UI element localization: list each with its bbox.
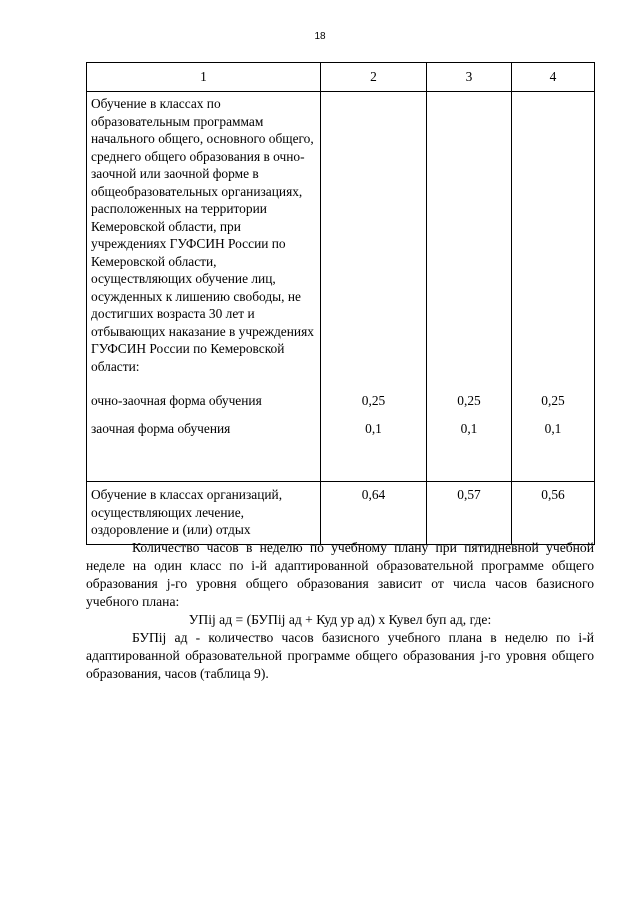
table-row	[87, 92, 595, 482]
table-header-row	[87, 63, 595, 92]
value-correspondence: 0,1	[544, 421, 562, 436]
sub-row-label-part-time: очно-заочная форма обучения	[91, 393, 262, 408]
body-paragraph: Количество часов в неделю по учебному плану при пятидневной учебной неделе на один класс по i-й адаптированной образовательной программе общего образования j-го уровня общего образования зависит от числа часов базисного учебного плана:	[86, 540, 594, 609]
value-cell: 0,56	[512, 482, 595, 545]
value-part-time: 0,25	[457, 393, 481, 408]
value-cell	[427, 92, 512, 482]
row-label-cell: Обучение в классах организаций, осуществляющих лечение, оздоровление и (или) отдых	[87, 482, 321, 545]
value-correspondence: 0,1	[365, 421, 382, 436]
value-cell: 0,57	[427, 482, 512, 545]
row-label-cell	[87, 92, 321, 482]
row-description: Обучение в классах по образовательным программам начального общего, основного общего, среднего общего образования в очно-заочной или заочной форме в общеобразовательных организациях, расположенных на территории Кемеровской области, при учреждениях ГУФСИН России по Кемеровской области, осуществляющих обучение лиц, осужденных к лишению свободы, не достигших возраста 30 лет и отбывающих наказание в учреждениях ГУФСИН России по Кемеровской области:	[91, 96, 314, 374]
column-header-1: 1	[87, 63, 321, 92]
value-part-time: 0,25	[361, 393, 386, 408]
table-row	[87, 482, 595, 545]
column-header-2: 2	[321, 63, 427, 92]
column-header-3: 3	[427, 63, 512, 92]
value-correspondence: 0,1	[460, 421, 478, 436]
coefficient-table	[86, 62, 595, 545]
page-number: 18	[314, 31, 326, 42]
value-cell: 0,64	[321, 482, 427, 545]
value-part-time: 0,25	[541, 393, 565, 408]
column-header-4: 4	[512, 63, 595, 92]
formula-line: УПij ад = (БУПij ад + Куд ур ад) x Кувел буп ад, где:	[188, 612, 492, 627]
value-cell	[512, 92, 595, 482]
value-cell	[321, 92, 427, 482]
sub-row-label-correspondence: заочная форма обучения	[91, 421, 231, 436]
body-paragraph: БУПij ад - количество часов базисного учебного плана в неделю по i-й адаптированной образовательной программе общего образования j-го уровня общего образования, часов (таблица 9).	[86, 630, 594, 681]
